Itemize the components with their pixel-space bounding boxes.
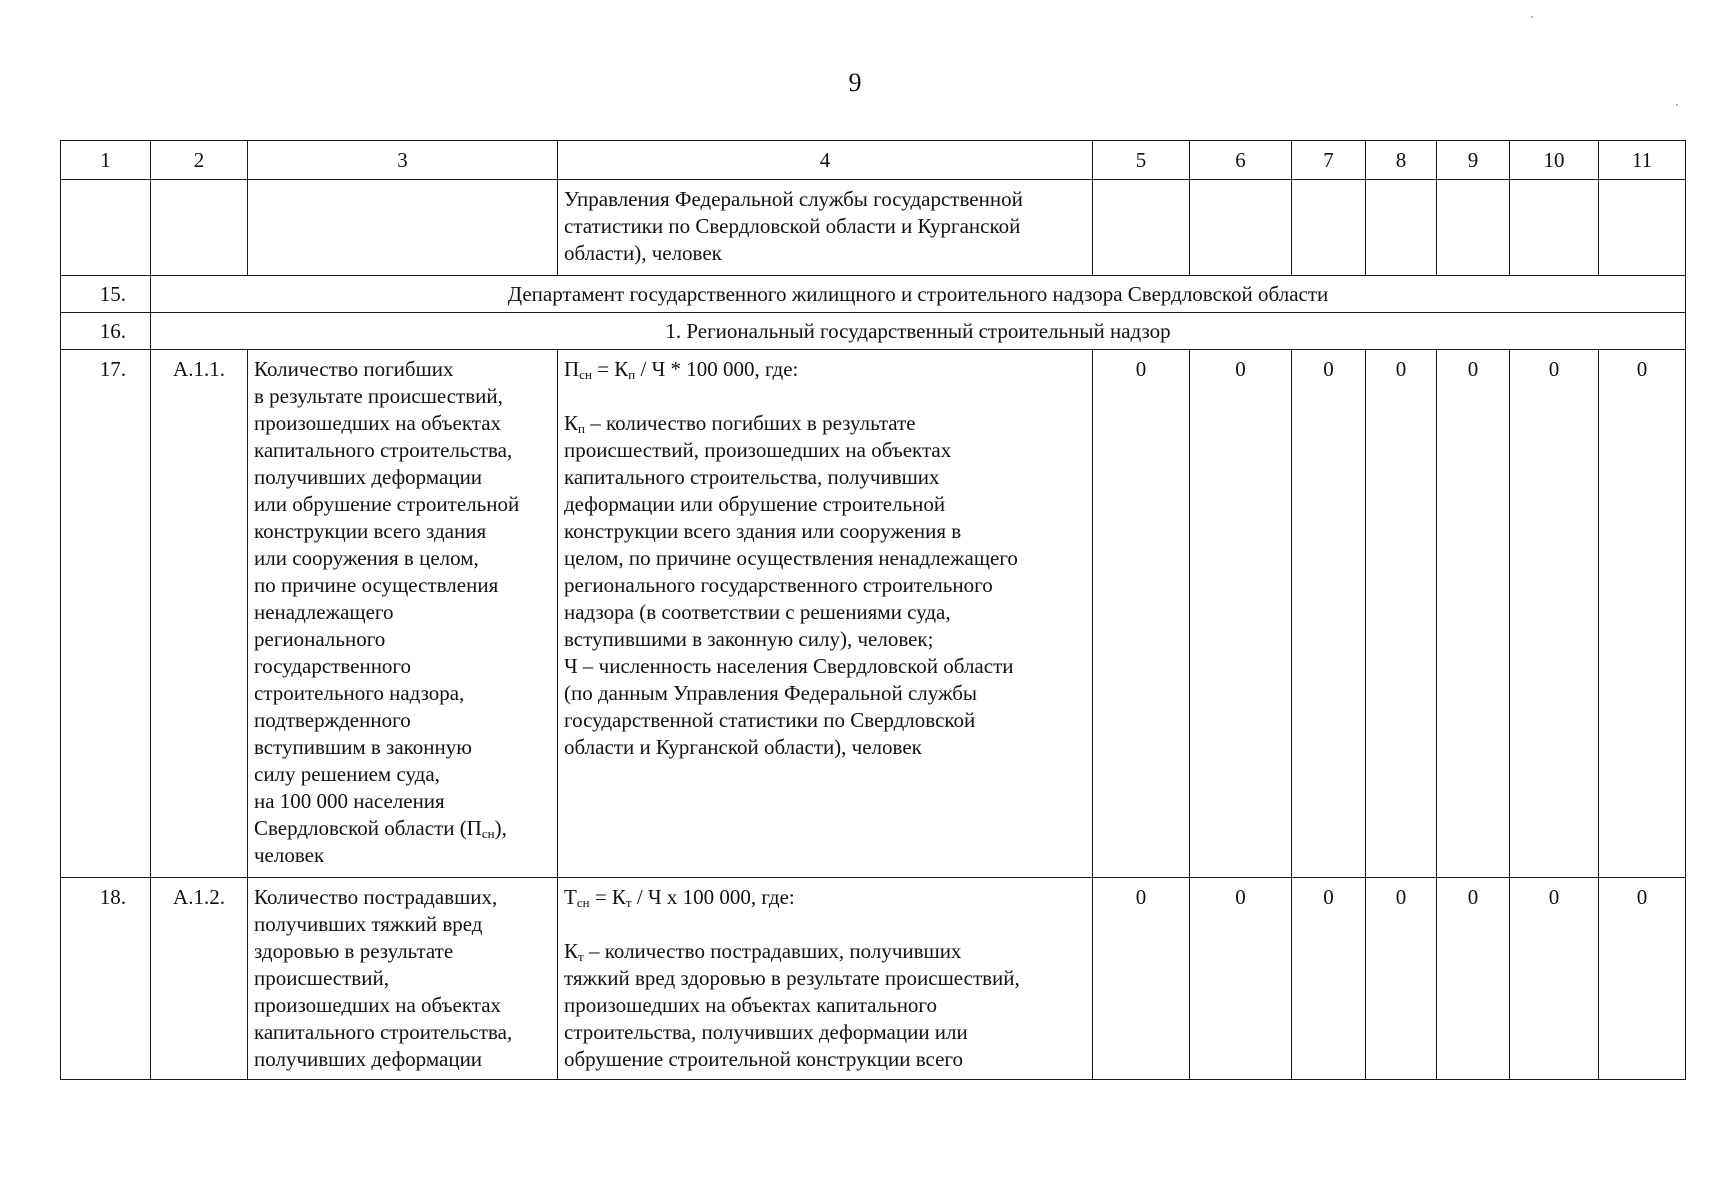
empty-cell xyxy=(1437,180,1510,276)
formula-subscript: т xyxy=(625,895,632,910)
section-title: 1. Региональный государственный строительный надзор xyxy=(151,313,1686,350)
row-number: 16. xyxy=(61,313,151,350)
empty-cell xyxy=(1093,180,1190,276)
value-cell: 0 xyxy=(1292,350,1366,878)
formula-part: Т xyxy=(564,885,577,909)
table-row xyxy=(61,350,1686,878)
column-number-row xyxy=(61,141,1686,180)
table-row xyxy=(61,878,1686,1080)
value-cell: 0 xyxy=(1599,350,1686,878)
column-number: 2 xyxy=(151,141,248,180)
legend-text: – количество пострадавших, получивших тяжкий вред здоровью в результате происшествий, произошедших на объектах капитального строительства, получивших деформации или обрушение строительной конструкции всего xyxy=(564,939,1020,1071)
department-title: Департамент государственного жилищного и строительного надзора Свердловской области xyxy=(151,276,1686,313)
page-number: 9 xyxy=(848,68,862,97)
formula-subscript: сн xyxy=(579,367,592,382)
indicator-formula xyxy=(558,350,1093,878)
value-cell: 0 xyxy=(1510,350,1599,878)
indicator-description xyxy=(248,350,558,878)
formula-subscript: п xyxy=(628,367,636,382)
value-cell: 0 xyxy=(1093,878,1190,1080)
legend-symbol: К xyxy=(564,411,579,435)
empty-cell xyxy=(1510,180,1599,276)
empty-cell xyxy=(61,180,151,276)
empty-cell xyxy=(1599,180,1686,276)
value-cell: 0 xyxy=(1366,350,1437,878)
column-number: 5 xyxy=(1093,141,1190,180)
empty-cell xyxy=(151,180,248,276)
formula-part: / Ч х 100 000, где: xyxy=(631,885,795,909)
formula-subscript: сн xyxy=(576,895,590,910)
description-text: Количество погибших в результате происшествий, произошедших на объектах капитального строительства, получивших деформации или обрушение строительной конструкции всего здания или сооружения в целом, по причине осуществления ненадлежащего регионального государственного строительного надзора, подтвержденного вступившим в законную силу решением суда, на 100 000 населения Свердловской области (П xyxy=(254,357,520,840)
section-row-supervision xyxy=(61,313,1686,350)
value-cell: 0 xyxy=(1510,878,1599,1080)
column-number: 4 xyxy=(558,141,1093,180)
indicator-code: А.1.1. xyxy=(151,350,248,878)
indicator-code: А.1.2. xyxy=(151,878,248,1080)
value-cell: 0 xyxy=(1437,878,1510,1080)
formula-part: = К xyxy=(591,357,629,381)
column-number: 1 xyxy=(61,141,151,180)
value-cell: 0 xyxy=(1093,350,1190,878)
value-cell: 0 xyxy=(1190,350,1292,878)
row-number: 15. xyxy=(61,276,151,313)
legend-text: – количество погибших в результате происшествий, произошедших на объектах капитального строительства, получивших деформации или обрушение строительной конструкции всего здания или сооружения в целом, по причине осуществления ненадлежащего регионального государственного строительного надзора (в соответствии с решениями суда, вступившими в законную силу), человек; Ч – численность населения Свердловской области (по данным Управления Федеральной службы государственной статистики по Свердловской области и Курганской области), человек xyxy=(564,411,1018,759)
column-number: 7 xyxy=(1292,141,1366,180)
scan-speck xyxy=(1531,16,1533,18)
row-number: 18. xyxy=(61,878,151,1080)
column-number: 9 xyxy=(1437,141,1510,180)
column-number: 10 xyxy=(1510,141,1599,180)
indicator-description: Количество пострадавших, получивших тяжкий вред здоровью в результате происшествий, произошедших на объектах капитального строительства, получивших деформации xyxy=(248,878,558,1080)
legend-subscript: п xyxy=(578,421,585,436)
column-number: 8 xyxy=(1366,141,1437,180)
legend-symbol: К xyxy=(564,939,579,963)
formula-continuation: Управления Федеральной службы государственной статистики по Свердловской области и Курганской области), человек xyxy=(558,180,1093,276)
column-number: 6 xyxy=(1190,141,1292,180)
description-subscript: сн xyxy=(481,826,495,841)
empty-cell xyxy=(1190,180,1292,276)
section-row-department xyxy=(61,276,1686,313)
column-number: 3 xyxy=(248,141,558,180)
value-cell: 0 xyxy=(1366,878,1437,1080)
indicator-table xyxy=(60,140,1686,1080)
formula-part: П xyxy=(564,357,580,381)
table-row-continued xyxy=(61,180,1686,276)
column-number: 11 xyxy=(1599,141,1686,180)
empty-cell xyxy=(1292,180,1366,276)
value-cell: 0 xyxy=(1437,350,1510,878)
empty-cell xyxy=(1366,180,1437,276)
value-cell: 0 xyxy=(1292,878,1366,1080)
formula-part: = К xyxy=(589,885,626,909)
formula-part: / Ч * 100 000, где: xyxy=(635,357,799,381)
value-cell: 0 xyxy=(1599,878,1686,1080)
legend-subscript: т xyxy=(578,949,584,964)
scan-speck xyxy=(1676,104,1678,106)
indicator-formula xyxy=(558,878,1093,1080)
value-cell: 0 xyxy=(1190,878,1292,1080)
empty-cell xyxy=(248,180,558,276)
row-number: 17. xyxy=(61,350,151,878)
description-tail: ), человек xyxy=(254,816,507,867)
